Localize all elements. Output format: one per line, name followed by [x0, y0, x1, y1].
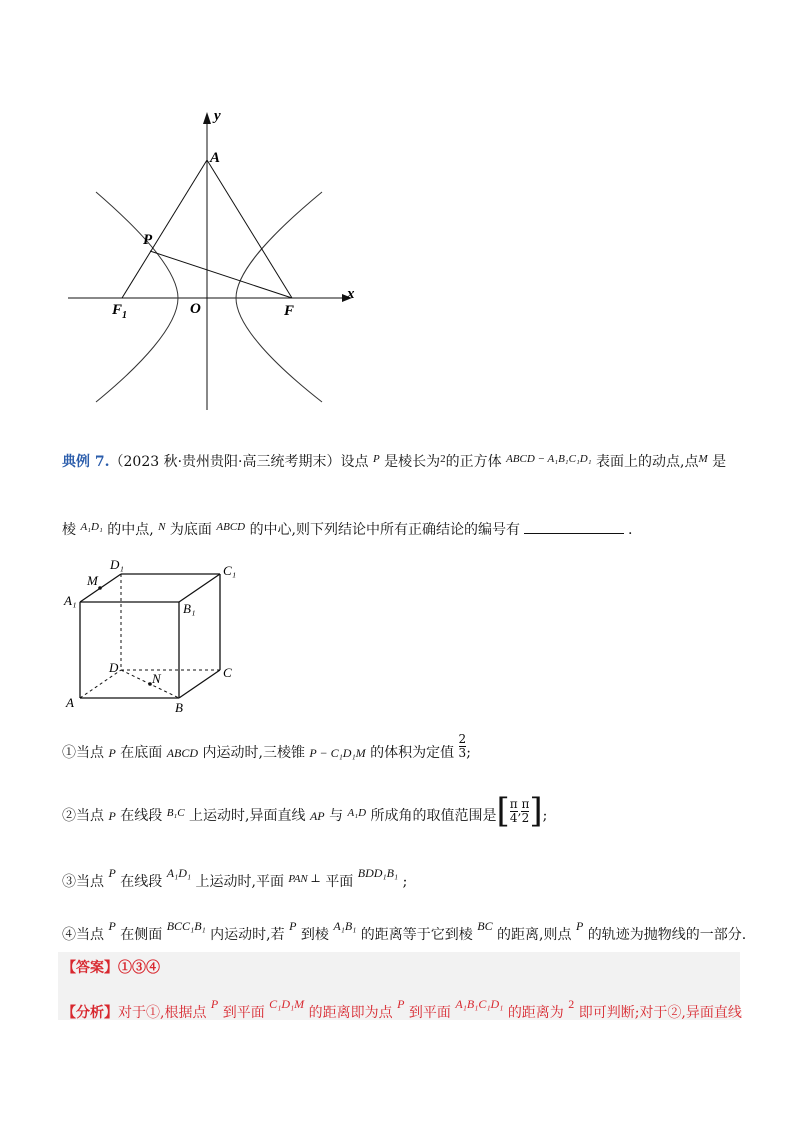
analysis-P: P: [210, 997, 219, 1011]
edge-C1-B1: [179, 574, 220, 602]
s1-text-a: ①当点: [62, 745, 104, 761]
s2-text-c: 上运动时,异面直线: [189, 808, 306, 824]
s4-text-d: 到棱: [300, 927, 329, 943]
example-end: .: [628, 522, 633, 538]
s2-AP: AP: [309, 809, 325, 823]
s3-plane-2: BDD₁B₁: [357, 866, 399, 880]
s1-base: ABCD: [166, 746, 199, 760]
cube-name: ABCD − A₁B₁C₁D₁: [506, 453, 592, 465]
s2-interval: [496, 791, 543, 831]
s3-P: P: [108, 866, 116, 880]
example-text-3: 表面上的动点,点: [596, 454, 699, 470]
var-N: N: [158, 521, 166, 533]
s3-text-c: 上运动时,平面: [195, 874, 284, 890]
line-F1-A: [122, 160, 207, 298]
hyperbola-figure: [60, 100, 370, 420]
s2-pi-1: π: [509, 796, 518, 811]
statement-3: [62, 863, 407, 892]
analysis-text-c: 的距离即为点: [308, 1005, 393, 1021]
label-M: M: [87, 573, 98, 588]
var-P: P: [372, 453, 380, 465]
analysis-text-e: 的距离为: [507, 1005, 564, 1021]
s4-text-a: ④当点: [62, 927, 104, 943]
s2-right-bracket: ]: [529, 791, 543, 831]
example-text-5: 棱: [62, 522, 76, 538]
s3-text-a: ③当点: [62, 874, 104, 890]
s1-text-b: 在底面: [120, 745, 163, 761]
example-text-8: 的中心,则下列结论中所有正确结论的编号有: [249, 522, 521, 538]
answer-line: [62, 958, 160, 978]
s1-pyramid: P − C₁D₁M: [309, 746, 366, 760]
s1-denominator: 3: [458, 745, 467, 760]
answer-value: ①③④: [118, 960, 160, 976]
s4-text-f: 的距离,则点: [497, 927, 572, 943]
s1-end: ;: [466, 745, 471, 761]
y-axis-label: y: [214, 108, 221, 124]
s2-fraction-1: [510, 798, 518, 825]
s4-edge-1: A₁B₁: [333, 919, 357, 933]
label-A: A: [66, 695, 74, 710]
var-two: 2: [440, 453, 446, 465]
base-ABCD: ABCD: [216, 521, 246, 533]
point-A-label: A: [210, 150, 221, 166]
analysis-two: 2: [568, 997, 575, 1011]
s2-two: 2: [521, 810, 530, 825]
s3-plane-1: PAN ⊥: [288, 873, 321, 885]
s1-text-c: 内运动时,三棱锥: [202, 745, 305, 761]
s4-text-g: 的轨迹为抛物线的一部分.: [587, 927, 747, 943]
answer-blank: [524, 521, 624, 534]
label-B1: B₁: [183, 601, 196, 616]
s4-face: BCC₁B₁: [166, 919, 206, 933]
answer-label: 【答案】: [62, 960, 118, 976]
point-F1-label: $F_1$: [112, 302, 128, 321]
analysis-text-f: 即可判断;对于②,异面直线: [578, 1005, 742, 1021]
analysis-plane-2: A₁B₁C₁D₁: [455, 997, 504, 1011]
s2-comma: ,: [517, 804, 522, 818]
example-text-2: 的正方体: [445, 454, 502, 470]
origin-label: O: [190, 301, 201, 317]
label-D1: D₁: [110, 557, 124, 572]
label-C1: C₁: [223, 563, 237, 578]
analysis-text-d: 到平面: [408, 1005, 451, 1021]
s1-numerator: 2: [458, 731, 467, 746]
label-B: B: [175, 700, 183, 715]
example-text-4: 是: [712, 454, 727, 470]
analysis-line: [62, 994, 742, 1023]
x-axis-label: x: [347, 286, 355, 302]
analysis-text-b: 到平面: [222, 1005, 265, 1021]
example-source: （2023 秋·贵州贵阳·高三统考期末）设点: [109, 454, 369, 470]
s3-text-d: 平面: [325, 874, 354, 890]
s1-text-d: 的体积为定值: [370, 745, 455, 761]
hyperbola-left-branch: [96, 192, 178, 402]
label-A1: A₁: [64, 593, 77, 608]
s2-pi-2: π: [521, 796, 530, 811]
example-text-1: 是棱长为: [384, 454, 441, 470]
s2-text-a: ②当点: [62, 808, 104, 824]
point-P-label: P: [143, 232, 153, 248]
s2-text-b: 在线段: [120, 808, 163, 824]
s2-four: 4: [509, 810, 518, 825]
statement-2: [62, 791, 548, 831]
var-M: M: [698, 453, 708, 465]
edge-C-B: [179, 670, 220, 698]
y-axis-arrow: [203, 112, 211, 124]
analysis-label: 【分析】: [62, 1005, 118, 1021]
analysis-plane-1: C₁D₁M: [269, 997, 305, 1011]
s4-P3: P: [575, 919, 584, 933]
analysis-text-a: 对于①,根据点: [118, 1005, 207, 1021]
point-M: [98, 586, 102, 590]
s4-text-b: 在侧面: [120, 927, 163, 943]
s3-end: ;: [402, 874, 408, 890]
example-text-6: 的中点,: [107, 522, 154, 538]
hyperbola-right-branch: [236, 192, 322, 402]
s4-text-c: 内运动时,若: [210, 927, 285, 943]
cube-figure: [60, 555, 250, 715]
statement-1: [62, 731, 471, 763]
edge-A1D1: A₁D₁: [80, 521, 103, 533]
s2-fraction-2: [521, 798, 529, 825]
s2-left-bracket: [: [496, 791, 510, 831]
example-text-7: 为底面: [169, 522, 212, 538]
label-D: D: [109, 660, 119, 675]
s1-P: P: [108, 746, 116, 760]
example-line-1: [62, 449, 726, 472]
answer-box: [58, 952, 740, 1020]
s2-text-e: 所成角的取值范围是: [370, 808, 497, 824]
s2-A1D: A₁D: [347, 807, 367, 819]
s4-text-e: 的距离等于它到棱: [360, 927, 473, 943]
line-A-F: [207, 160, 292, 298]
s3-segment: A₁D₁: [166, 866, 192, 880]
statement-4: [62, 916, 746, 945]
s2-P: P: [108, 809, 116, 823]
s4-edge-2: BC: [477, 919, 493, 933]
s2-end: ;: [542, 808, 548, 824]
analysis-P2: P: [397, 997, 405, 1011]
s3-text-b: 在线段: [120, 874, 163, 890]
label-N: N: [152, 671, 161, 686]
point-F-label: F: [284, 303, 295, 319]
s4-P2: P: [289, 919, 297, 933]
example-tag: 典例 7.: [62, 454, 110, 470]
example-line-2: [62, 517, 632, 540]
label-C: C: [223, 665, 232, 680]
s2-segment: B₁C: [166, 807, 185, 819]
s4-P: P: [108, 919, 116, 933]
s2-text-d: 与: [329, 808, 344, 824]
